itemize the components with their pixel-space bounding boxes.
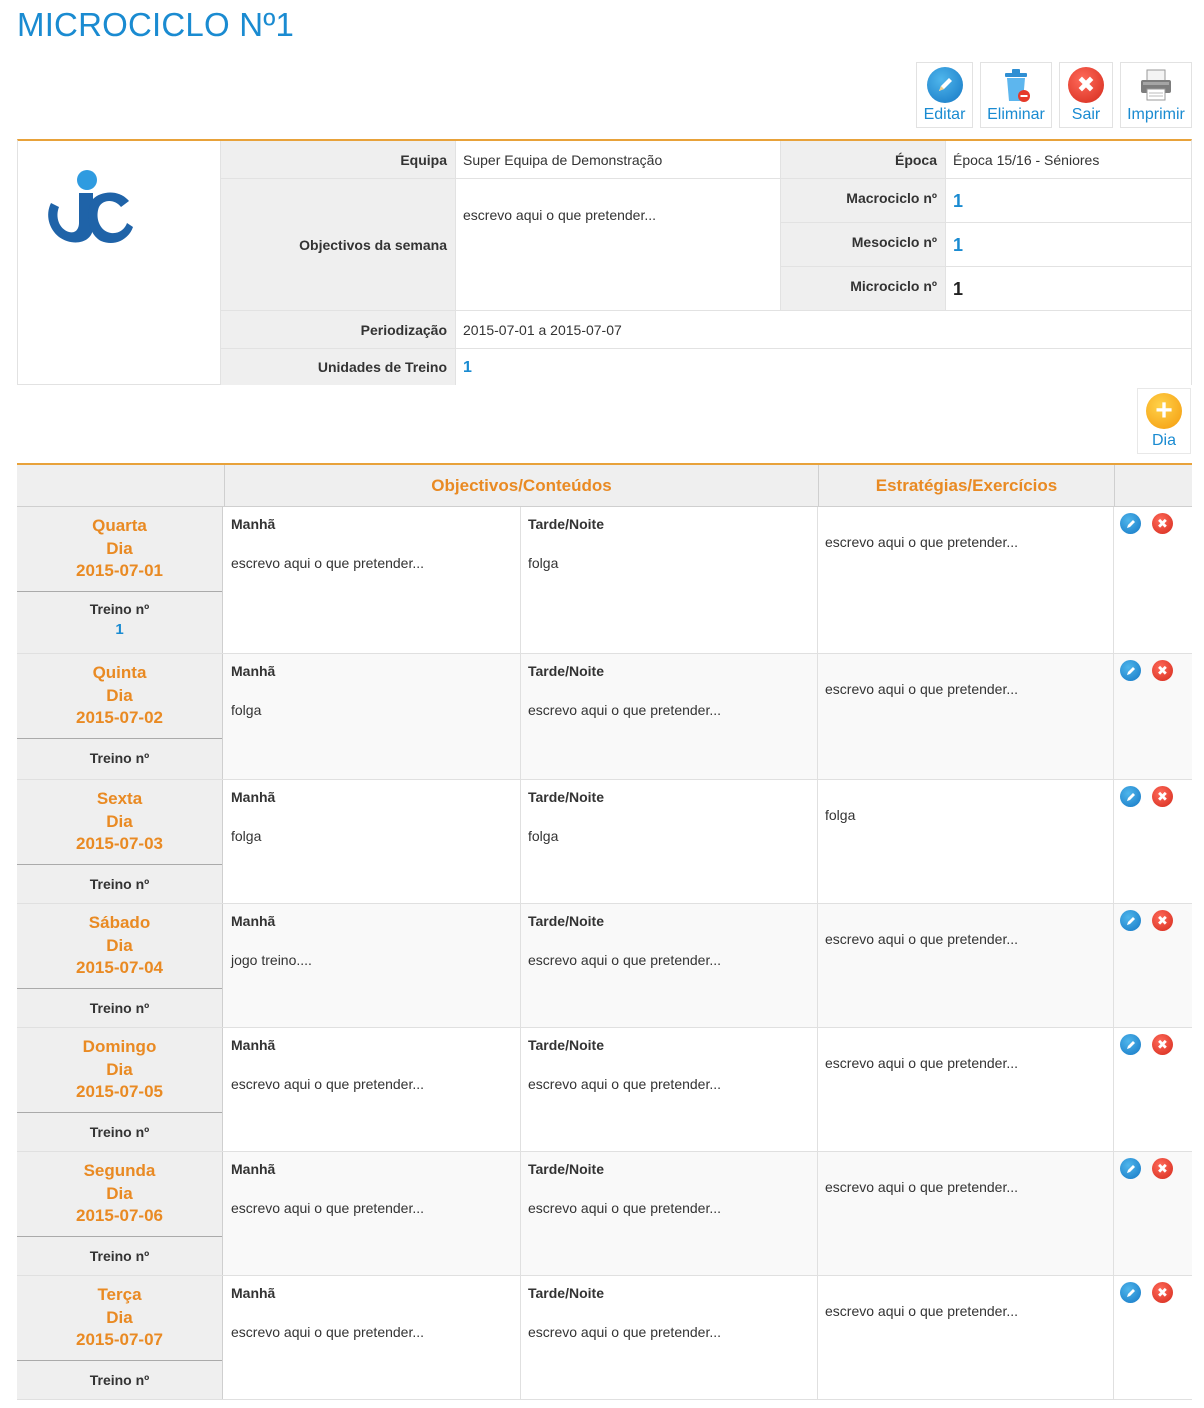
manha-text: folga [231, 828, 262, 844]
day-date: 2015-07-05 [76, 1082, 163, 1101]
dia-label: Dia [106, 1183, 133, 1203]
info-grid [221, 141, 1191, 385]
delete-day-button[interactable]: ✖ [1152, 1158, 1173, 1179]
estrategias-cell [818, 904, 1114, 1027]
delete-day-button[interactable]: ✖ [1152, 660, 1173, 681]
team-logo [41, 169, 133, 250]
treino-label: Treino nº [89, 1000, 150, 1016]
day-cell [17, 1276, 223, 1399]
weekday-label: Terça [97, 1285, 142, 1304]
manha-cell [224, 1028, 521, 1151]
dia-label: Dia [106, 1307, 133, 1327]
tarde-label: Tarde/Noite [528, 1037, 604, 1053]
delete-day-button[interactable]: ✖ [1152, 513, 1173, 534]
day-date: 2015-07-07 [76, 1330, 163, 1349]
row-actions [1114, 507, 1192, 653]
manha-text: escrevo aqui o que pretender... [231, 555, 425, 571]
team-logo-cell [18, 141, 221, 385]
manha-cell [224, 780, 521, 903]
periodizacao-label: Periodização [221, 311, 456, 349]
microciclo-number: 1 [953, 279, 964, 299]
day-date: 2015-07-03 [76, 834, 163, 853]
row-actions [1114, 654, 1192, 779]
manha-label: Manhã [231, 663, 276, 679]
manha-cell [224, 904, 521, 1027]
row-actions [1114, 1028, 1192, 1151]
estrategias-cell [818, 1276, 1114, 1399]
estrategias-cell [818, 1152, 1114, 1275]
day-cell [17, 1028, 223, 1151]
mesociclo-label: Mesociclo nº [781, 223, 946, 267]
imprimir-label: Imprimir [1127, 106, 1185, 123]
pencil-icon [1125, 791, 1137, 803]
manha-cell [224, 507, 521, 653]
schedule-row [17, 1152, 1192, 1276]
tarde-cell [521, 1028, 818, 1151]
treino-label: Treino nº [89, 876, 150, 892]
unidades-value[interactable] [456, 349, 1191, 385]
manha-cell [224, 1152, 521, 1275]
sair-label: Sair [1071, 106, 1101, 123]
edit-day-button[interactable] [1120, 1158, 1141, 1179]
treino-label: Treino nº [89, 601, 150, 617]
manha-label: Manhã [231, 1285, 276, 1301]
estrategias-text: escrevo aqui o que pretender... [825, 1055, 1019, 1071]
macrociclo-link[interactable]: 1 [953, 191, 964, 211]
estrategias-cell [818, 507, 1114, 653]
manha-label: Manhã [231, 1037, 276, 1053]
epoca-label: Época [781, 141, 946, 179]
tarde-text: folga [528, 828, 559, 844]
sair-button[interactable] [1059, 62, 1113, 128]
manha-label: Manhã [231, 1161, 276, 1177]
manha-text: escrevo aqui o que pretender... [231, 1200, 425, 1216]
treino-cell [17, 1000, 222, 1016]
edit-day-button[interactable] [1120, 1034, 1141, 1055]
day-cell [17, 507, 223, 653]
page-title: MICROCICLO Nº1 [17, 6, 295, 43]
tarde-cell [521, 780, 818, 903]
dia-label: Dia [106, 1059, 133, 1079]
printer-icon [1138, 67, 1174, 103]
periodizacao-value: 2015-07-01 a 2015-07-07 [456, 311, 1191, 349]
manha-label: Manhã [231, 516, 276, 532]
unidades-label: Unidades de Treino [221, 349, 456, 385]
dia-label: Dia [106, 811, 133, 831]
plus-icon: + [1146, 393, 1182, 429]
add-day-label: Dia [1151, 432, 1176, 449]
estrategias-text: escrevo aqui o que pretender... [825, 1303, 1019, 1319]
edit-day-button[interactable] [1120, 786, 1141, 807]
editar-button[interactable] [916, 62, 973, 128]
treino-cell [17, 1248, 222, 1264]
tarde-cell [521, 1152, 818, 1275]
tarde-text: escrevo aqui o que pretender... [528, 702, 722, 718]
objectivos-label: Objectivos da semana [221, 179, 456, 311]
tarde-text: escrevo aqui o que pretender... [528, 1076, 722, 1092]
estrategias-text: escrevo aqui o que pretender... [825, 534, 1019, 550]
edit-day-button[interactable] [1120, 910, 1141, 931]
tarde-cell [521, 1276, 818, 1399]
row-actions [1114, 1276, 1192, 1399]
tarde-label: Tarde/Noite [528, 1161, 604, 1177]
pencil-icon [1125, 915, 1137, 927]
dia-label: Dia [106, 685, 133, 705]
treino-label: Treino nº [89, 1248, 150, 1264]
tarde-text: escrevo aqui o que pretender... [528, 1324, 722, 1340]
estrategias-cell [818, 780, 1114, 903]
tarde-text: escrevo aqui o que pretender... [528, 1200, 722, 1216]
schedule-row [17, 654, 1192, 780]
estrategias-cell [818, 1028, 1114, 1151]
manha-cell [224, 1276, 521, 1399]
toolbar [916, 62, 1192, 128]
manha-text: escrevo aqui o que pretender... [231, 1324, 425, 1340]
tarde-text: folga [528, 555, 559, 571]
macrociclo-value[interactable] [946, 179, 1191, 223]
epoca-value: Época 15/16 - Séniores [946, 141, 1191, 179]
dia-label: Dia [106, 935, 133, 955]
tarde-text: escrevo aqui o que pretender... [528, 952, 722, 968]
equipa-label: Equipa [221, 141, 456, 179]
tarde-label: Tarde/Noite [528, 663, 604, 679]
schedule-row [17, 1028, 1192, 1152]
day-heading [17, 1028, 222, 1113]
tarde-cell [521, 904, 818, 1027]
schedule-row [17, 1276, 1192, 1400]
editar-label: Editar [923, 106, 966, 123]
manha-cell [224, 654, 521, 779]
estrategias-text: escrevo aqui o que pretender... [825, 1179, 1019, 1195]
day-heading [17, 780, 222, 865]
schedule-header [17, 465, 1192, 507]
day-heading [17, 1152, 222, 1237]
day-cell [17, 654, 223, 779]
trash-icon [998, 67, 1034, 103]
tarde-label: Tarde/Noite [528, 1285, 604, 1301]
estrategias-text: escrevo aqui o que pretender... [825, 681, 1019, 697]
manha-label: Manhã [231, 913, 276, 929]
treino-number-link[interactable]: 1 [115, 621, 124, 638]
manha-label: Manhã [231, 789, 276, 805]
header-estrategias: Estratégias/Exercícios [818, 465, 1114, 507]
close-icon: ✖ [1068, 67, 1104, 103]
header-objectivos: Objectivos/Conteúdos [224, 465, 818, 507]
weekday-label: Quinta [92, 663, 147, 682]
edit-day-button[interactable] [1120, 1282, 1141, 1303]
day-cell [17, 780, 223, 903]
pencil-icon [1125, 665, 1137, 677]
treino-cell [17, 1372, 222, 1388]
weekday-label: Segunda [83, 1161, 156, 1180]
pencil-icon [1125, 518, 1137, 530]
day-heading [17, 654, 222, 739]
manha-text: jogo treino.... [231, 952, 312, 968]
pencil-icon [1125, 1287, 1137, 1299]
weekday-label: Domingo [82, 1037, 157, 1056]
day-heading [17, 507, 222, 592]
row-actions [1114, 1152, 1192, 1275]
mesociclo-value[interactable] [946, 223, 1191, 267]
weekday-label: Quarta [92, 516, 147, 535]
tarde-cell [521, 507, 818, 653]
eliminar-button[interactable] [980, 62, 1052, 128]
macrociclo-label: Macrociclo nº [781, 179, 946, 223]
day-cell [17, 1152, 223, 1275]
edit-day-button[interactable] [1120, 660, 1141, 681]
microciclo-info-panel [17, 139, 1192, 385]
estrategias-text: folga [825, 807, 856, 823]
day-date: 2015-07-02 [76, 708, 163, 727]
microciclo-value [946, 267, 1191, 311]
day-date: 2015-07-04 [76, 958, 163, 977]
day-cell [17, 904, 223, 1027]
eliminar-label: Eliminar [987, 106, 1045, 123]
tarde-label: Tarde/Noite [528, 516, 604, 532]
treino-label: Treino nº [89, 1124, 150, 1140]
treino-cell [17, 876, 222, 892]
schedule-table [17, 463, 1192, 1388]
unidades-link[interactable]: 1 [463, 359, 472, 376]
treino-label: Treino nº [89, 1372, 150, 1388]
pencil-icon [927, 67, 963, 103]
dia-label: Dia [106, 538, 133, 558]
row-actions [1114, 904, 1192, 1027]
treino-cell [17, 750, 222, 766]
delete-day-button[interactable]: ✖ [1152, 1282, 1173, 1303]
delete-day-button[interactable]: ✖ [1152, 786, 1173, 807]
pencil-icon [1125, 1039, 1137, 1051]
delete-day-button[interactable]: ✖ [1152, 910, 1173, 931]
day-date: 2015-07-06 [76, 1206, 163, 1225]
header-actions [1114, 465, 1192, 507]
schedule-row [17, 904, 1192, 1028]
tarde-cell [521, 654, 818, 779]
edit-day-button[interactable] [1120, 513, 1141, 534]
estrategias-cell [818, 654, 1114, 779]
estrategias-text: escrevo aqui o que pretender... [825, 931, 1019, 947]
manha-text: escrevo aqui o que pretender... [231, 1076, 425, 1092]
day-date: 2015-07-01 [76, 561, 163, 580]
header-day-column [17, 465, 224, 507]
treino-label: Treino nº [89, 750, 150, 766]
pencil-icon [1125, 1163, 1137, 1175]
schedule-row [17, 507, 1192, 654]
weekday-label: Sábado [88, 913, 151, 932]
imprimir-button[interactable] [1120, 62, 1192, 128]
manha-text: folga [231, 702, 262, 718]
treino-cell [17, 601, 222, 638]
row-actions [1114, 780, 1192, 903]
delete-day-button[interactable]: ✖ [1152, 1034, 1173, 1055]
mesociclo-link[interactable]: 1 [953, 235, 964, 255]
objectivos-value: escrevo aqui o que pretender... [456, 179, 781, 311]
weekday-label: Sexta [96, 789, 143, 808]
tarde-label: Tarde/Noite [528, 789, 604, 805]
microciclo-label: Microciclo nº [781, 267, 946, 311]
equipa-value: Super Equipa de Demonstração [456, 141, 781, 179]
treino-cell [17, 1124, 222, 1140]
add-day-button[interactable] [1137, 388, 1191, 454]
schedule-row [17, 780, 1192, 904]
day-heading [17, 904, 222, 989]
tarde-label: Tarde/Noite [528, 913, 604, 929]
day-heading [17, 1276, 222, 1361]
